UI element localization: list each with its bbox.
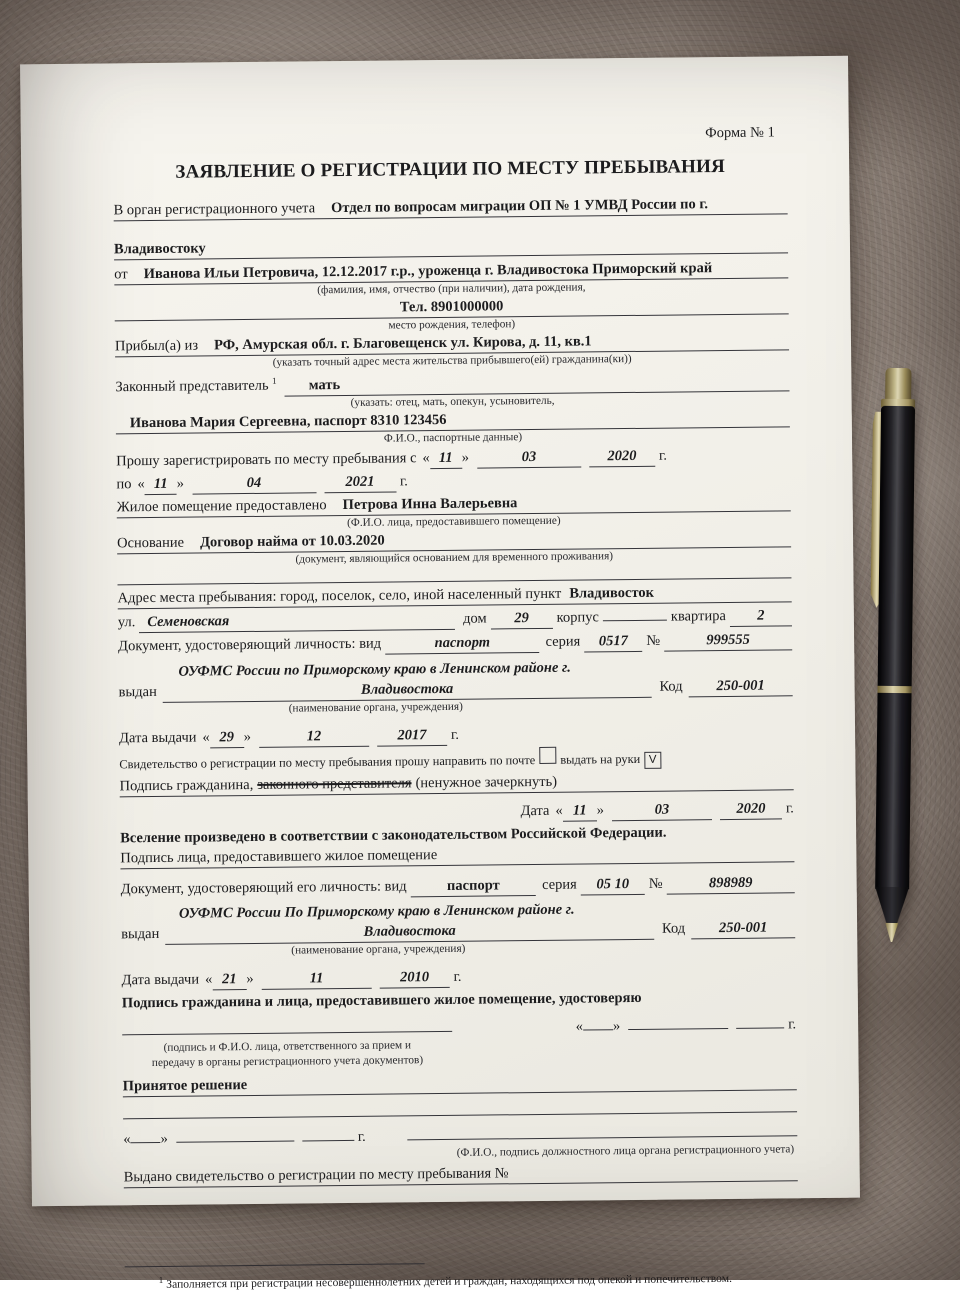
pen-tip — [884, 923, 899, 942]
ballpoint-pen — [866, 368, 923, 943]
street-label: ул. — [117, 614, 136, 631]
quote-open: « — [555, 802, 563, 819]
mail-checkbox — [539, 747, 556, 764]
official-signature-blank — [122, 1031, 452, 1035]
building-label: корпус — [556, 609, 599, 626]
movein-statement: Вселение произведено в соответствии с законодательством Российской Федерации. — [120, 824, 667, 847]
quote-open: « — [123, 1131, 131, 1148]
owner-issue-date-label: Дата выдачи — [121, 971, 200, 989]
quote-close: » — [461, 449, 470, 466]
number-value: 999555 — [664, 629, 792, 651]
series-value: 0517 — [584, 631, 642, 653]
owner-number-value: 898989 — [667, 872, 795, 894]
certify-hint-1: (подпись и Ф.И.О. лица, ответственного за прием и — [163, 1039, 412, 1054]
official-date-year-blank — [736, 1027, 784, 1029]
owner-sign-label: Подпись лица, предоставившего жилое помещение — [120, 846, 438, 867]
owner-series-value: 05 10 — [581, 874, 645, 896]
building-value — [603, 619, 667, 621]
owner-issued-label: выдан — [121, 925, 160, 943]
period-from-year: 2020 — [589, 446, 655, 468]
id-issuer-value-1: ОУФМС России по Приморскому краю в Ленинском районе г. — [178, 659, 571, 680]
owner-issue-day: 21 — [212, 969, 246, 990]
owner-issuer-value-1: ОУФМС России По Приморскому краю в Ленинском районе г. — [178, 901, 575, 922]
address-street-line — [118, 605, 792, 633]
address-city: Владивосток — [569, 584, 655, 602]
owner-number-label: № — [648, 875, 663, 892]
org-line-1 — [113, 193, 787, 221]
representative-name-value: Иванова Мария Сергеевна, паспорт 8310 123456 — [129, 411, 447, 432]
year-suffix: г. — [658, 447, 667, 464]
pen-upper-barrel — [878, 406, 915, 688]
housing-basis-label: Основание — [116, 534, 185, 552]
address-label: Адрес места пребывания: город, поселок, село, иной населенный пункт — [117, 585, 562, 607]
quote-close: » — [176, 475, 185, 492]
owner-code-value: 250-001 — [691, 917, 795, 939]
id-document-line — [118, 629, 792, 657]
quote-close: » — [596, 802, 605, 819]
representative-name-hint: Ф.И.О., паспортные данные) — [383, 430, 523, 445]
official-name-blank — [408, 1135, 798, 1140]
owner-issuer-hint: (наименование органа, учреждения) — [291, 942, 466, 957]
decision-label: Принятое решение — [122, 1076, 248, 1095]
code-value: 250-001 — [688, 675, 792, 697]
representative-value: мать — [285, 370, 790, 396]
quote-close: » — [160, 1130, 168, 1147]
official-date-day-blank — [583, 1029, 613, 1030]
hand-checkbox: V — [644, 752, 661, 769]
decision-official-hint: (Ф.И.О., подпись должностного лица органа регистрационного учета) — [456, 1143, 795, 1159]
quote-open: « — [422, 449, 430, 467]
issue-year: 2017 — [377, 725, 447, 747]
form-number: Форма № 1 — [705, 124, 775, 142]
signature-struck-text: законного представителя — [257, 775, 412, 793]
from-label: от — [114, 266, 128, 283]
apartment-value: 2 — [730, 605, 792, 627]
code-label: Код — [659, 678, 683, 695]
quote-close: » — [612, 1017, 621, 1035]
owner-document-kind: паспорт — [410, 875, 536, 897]
date-label: Дата — [520, 802, 550, 819]
issue-day: 29 — [210, 727, 244, 748]
street-value: Семеновская — [139, 609, 455, 633]
org-line-2 — [114, 232, 788, 260]
org-label: В орган регистрационного учета — [113, 200, 316, 219]
year-suffix: г. — [785, 800, 794, 817]
certify-label: Подпись гражданина и лица, предоставившего жилое помещение, удостоверяю — [121, 989, 642, 1012]
official-date-line — [122, 1014, 796, 1041]
period-from-day: 11 — [430, 448, 462, 469]
org-value-1: Отдел по вопросам миграции ОП № 1 УМВД России по г. — [331, 196, 709, 217]
pen-lower-barrel — [875, 693, 911, 889]
period-to-label: по — [116, 476, 132, 493]
representative-label: Законный представитель $^1$ — [115, 375, 277, 396]
year-suffix: г. — [450, 726, 460, 743]
owner-document-line — [121, 872, 795, 900]
decision-year-blank — [302, 1140, 354, 1142]
id-document-kind: паспорт — [385, 632, 540, 655]
housing-provided-hint: (Ф.И.О. лица, предоставившего помещение) — [347, 514, 561, 529]
citizen-signature-line — [120, 769, 794, 797]
owner-issue-month: 11 — [261, 968, 371, 990]
footnote-rule — [125, 1263, 425, 1267]
certify-hint-2: передачу в органы регистрационного учета документов) — [151, 1054, 424, 1069]
arrived-hint: (указать точный адрес места жительства прибывшего(ей) гражданина(ки)) — [272, 352, 632, 369]
period-to-month: 04 — [192, 472, 316, 494]
issued-certificate-label: Выдано свидетельство о регистрации по месту пребывания № — [123, 1165, 509, 1186]
quote-close: » — [246, 970, 254, 987]
hand-label: выдать на руки — [560, 751, 641, 767]
number-label: № — [646, 632, 661, 649]
housing-provided-label: Жилое помещение предоставлено — [116, 497, 327, 516]
period-request-label: Прошу зарегистрировать по месту пребывания с — [116, 450, 417, 470]
quote-close: » — [243, 728, 252, 745]
org-value-2: Владивостоку — [113, 240, 206, 258]
address-city-line — [118, 581, 792, 609]
official-date-month-blank — [628, 1028, 728, 1030]
form-title: ЗАЯВЛЕНИЕ О РЕГИСТРАЦИИ ПО МЕСТУ ПРЕБЫВАНИЯ — [175, 155, 726, 183]
apartment-label: квартира — [670, 607, 726, 625]
owner-issue-year: 2010 — [379, 967, 449, 989]
house-label: дом — [463, 610, 487, 627]
registration-form-document — [20, 56, 860, 1291]
housing-provided-value: Петрова Инна Валерьевна — [342, 495, 518, 513]
quote-open: « — [204, 971, 213, 988]
year-suffix: г. — [788, 1016, 797, 1033]
quote-open: « — [202, 729, 210, 746]
period-to-day: 11 — [145, 474, 177, 495]
owner-issuer-value-2: Владивостока — [165, 919, 654, 945]
owner-code-label: Код — [661, 920, 686, 937]
housing-basis-hint: (документ, являющийся основанием для временного проживания) — [295, 550, 614, 566]
issued-label: выдан — [118, 683, 157, 701]
certificate-label: Свидетельство о регистрации по месту пребывания прошу направить по почте — [119, 752, 536, 772]
quote-open: « — [575, 1018, 584, 1035]
signature-note: (ненужное зачеркнуть) — [415, 773, 558, 792]
sign-date-month: 03 — [612, 799, 712, 821]
arrived-label: Прибыл(а) из — [114, 337, 199, 355]
decision-line — [123, 1069, 797, 1097]
quote-open: « — [137, 475, 145, 492]
pen-push-button — [885, 368, 911, 401]
year-suffix: г. — [453, 968, 462, 985]
issue-date-label: Дата выдачи — [119, 729, 197, 747]
period-from-month: 03 — [477, 446, 581, 468]
issue-month: 12 — [259, 726, 369, 748]
applicant-hint: (фамилия, имя, отчество (при наличии), дата рождения, — [317, 281, 586, 297]
applicant-name-value: Иванова Ильи Петровича, 12.12.2017 г.р., уроженца г. Владивостока Приморский край — [143, 260, 713, 283]
housing-basis-value: Договор найма от 10.03.2020 — [199, 532, 385, 551]
decision-day-blank — [131, 1142, 161, 1143]
footnote-ref: 1 — [158, 1274, 164, 1285]
id-issuer-value-2: Владивостока — [163, 677, 652, 703]
certify-line — [122, 986, 796, 1013]
decision-blank-line — [123, 1110, 797, 1119]
series-label: серия — [545, 633, 581, 650]
footnote-ref-mark: 1 — [272, 375, 277, 386]
id-issuer-hint: (наименование органа, учреждения) — [288, 700, 463, 715]
issued-certificate-line — [124, 1160, 798, 1188]
period-to-year: 2021 — [324, 471, 396, 493]
representative-hint: (указать: отец, мать, опекун, усыновитель, — [350, 394, 555, 409]
house-value: 29 — [491, 608, 553, 630]
sign-date-year: 2020 — [720, 798, 782, 820]
pen-taper — [875, 887, 909, 925]
signature-label: Подпись гражданина, — [119, 776, 254, 795]
owner-document-label: Документ, удостоверяющий его личность: вид — [120, 878, 407, 898]
sign-date-day: 11 — [563, 800, 597, 821]
arrived-value: РФ, Амурская обл. г. Благовещенск ул. Кирова, д. 11, кв.1 — [213, 333, 592, 354]
footnote-text: $^1$ Заполняется при регистрации несовершеннолетних детей и граждан, находящихся под опекой и попечительством. — [158, 1271, 733, 1291]
year-suffix: г. — [399, 473, 408, 490]
year-suffix: г. — [357, 1128, 366, 1145]
phone-value: Тел. 8901000000 — [399, 298, 504, 316]
id-document-label: Документ, удостоверяющий личность: вид — [118, 635, 382, 655]
decision-month-blank — [176, 1140, 294, 1142]
phone-hint: место рождения, телефон) — [388, 318, 516, 332]
owner-series-label: серия — [542, 876, 577, 893]
